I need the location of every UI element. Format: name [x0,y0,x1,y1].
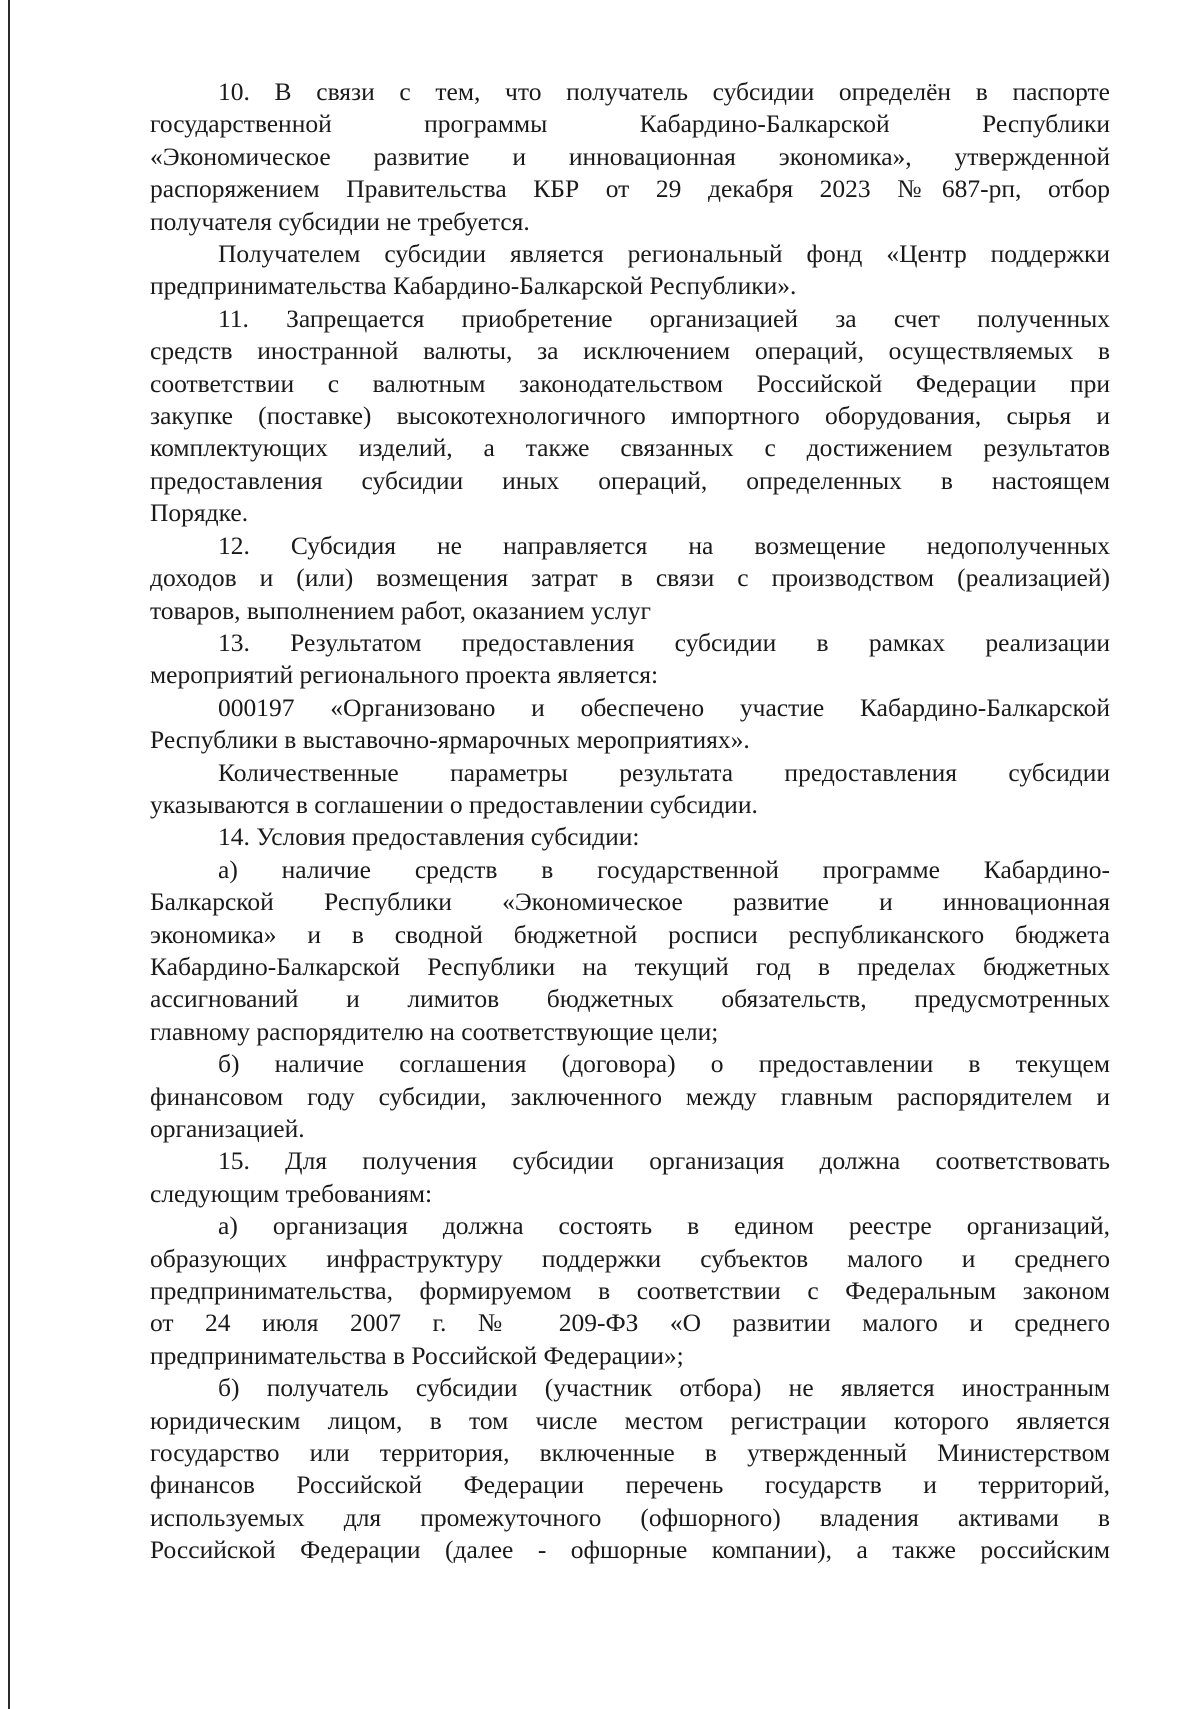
paragraph-13-parameters [150,757,1110,822]
text-line: юридическим лицом, в том числе местом регистрации которого является [150,1405,1110,1435]
text-line: предпринимательства, формируемом в соответствии с Федеральным законом [150,1276,1110,1306]
text-line: финансовом году субсидии, заключенного между главным распорядителем и [150,1081,1110,1111]
text-line: «Экономическое развитие и инновационная экономика», утвержденной [150,141,1110,171]
text-line: предпринимательства в Российской Федерации»; [150,1340,684,1370]
text-line: закупке (поставке) высокотехнологичного импортного оборудования, сырья и [150,401,1110,431]
text-line: предоставления субсидии иных операций, определенных в настоящем [150,465,1110,495]
text-line: комплектующих изделий, а также связанных с достижением результатов [150,433,1110,463]
text-line: Российской Федерации (далее - офшорные компании), а также российским [150,1535,1110,1565]
text-line: распоряжением Правительства КБР от 29 декабря 2023 №687-рп, отбор [150,174,1110,204]
text-line: доходов и (или) возмещения затрат в связи с производством (реализацией) [150,563,1110,593]
text-line: 10. В связи с тем, что получатель субсидии определён в паспорте [218,77,1110,106]
text-line: соответствии с валютным законодательством Российской Федерации при [150,368,1110,398]
text-line: Количественные параметры результата предоставления субсидии [218,757,1110,787]
text-line: а) организация должна состоять в едином реестре организаций, [218,1211,1110,1241]
text-line: используемых для промежуточного (офшорного) владения активами в [150,1502,1110,1532]
text-line: государственной программы Кабардино-Балкарской Республики [150,109,1110,139]
text-line: от 24 июля 2007 г. № 209-ФЗ «О развитии малого и среднего [150,1308,1110,1338]
text-line: б) получатель субсидии (участник отбора) не является иностранным [218,1373,1110,1403]
text-line: Получателем субсидии является региональный фонд «Центр поддержки [218,239,1110,269]
paragraph-15-b [150,1372,1110,1566]
text-line: Кабардино-Балкарской Республики на текущий год в пределах бюджетных [150,951,1110,981]
text-line: финансов Российской Федерации перечень государств и территорий, [150,1470,1110,1500]
text-line: получателя субсидии не требуется. [150,206,530,236]
paragraph-13-result [150,692,1110,757]
text-line: предпринимательства Кабардино-Балкарской Республики». [150,271,797,301]
text-line: Балкарской Республики «Экономическое развитие и инновационная [150,887,1110,917]
text-line: а) наличие средств в государственной программе Кабардино- [218,854,1110,884]
paragraph-10 [150,76,1110,238]
text-line: указываются в соглашении о предоставлении субсидии. [150,789,758,819]
text-line: следующим требованиям: [150,1178,433,1208]
paragraph-12 [150,530,1110,627]
text-line: ассигнований и лимитов бюджетных обязательств, предусмотренных [150,984,1110,1014]
text-line: 11. Запрещается приобретение организацией за счет полученных [218,303,1110,333]
text-line: 15. Для получения субсидии организация должна соответствовать [218,1146,1110,1176]
text-line: 14. Условия предоставления субсидии: [218,822,640,852]
paragraph-10-recipient [150,238,1110,303]
text-line: мероприятий регионального проекта является: [150,660,659,690]
paragraph-15 [150,1145,1110,1210]
text-line: Республики в выставочно-ярмарочных мероприятиях». [150,725,750,755]
text-line: 13. Результатом предоставления субсидии в рамках реализации [218,627,1110,657]
text-line: средств иностранной валюты, за исключением операций, осуществляемых в [150,336,1110,366]
text-line: образующих инфраструктуру поддержки субъектов малого и среднего [150,1243,1110,1273]
text-line: Порядке. [150,498,249,528]
paragraph-14 [150,821,1110,853]
paragraph-14-a [150,854,1110,1048]
paragraph-14-b [150,1048,1110,1145]
text-line: товаров, выполнением работ, оказанием услуг [150,595,651,625]
scan-edge-line [8,0,10,1709]
text-line: организацией. [150,1114,305,1143]
text-line: главному распорядителю на соответствующие цели; [150,1016,719,1046]
text-line: 000197 «Организовано и обеспечено участие Кабардино-Балкарской [218,692,1110,722]
document-body [150,76,1110,1567]
text-line: 12. Субсидия не направляется на возмещение недополученных [218,530,1110,560]
paragraph-11 [150,303,1110,530]
paragraph-15-a [150,1210,1110,1372]
text-line: экономика» и в сводной бюджетной росписи республиканского бюджета [150,919,1110,949]
text-line: государство или территория, включенные в утвержденный Министерством [150,1438,1110,1468]
text-line: б) наличие соглашения (договора) о предоставлении в текущем [218,1049,1110,1079]
paragraph-13 [150,627,1110,692]
